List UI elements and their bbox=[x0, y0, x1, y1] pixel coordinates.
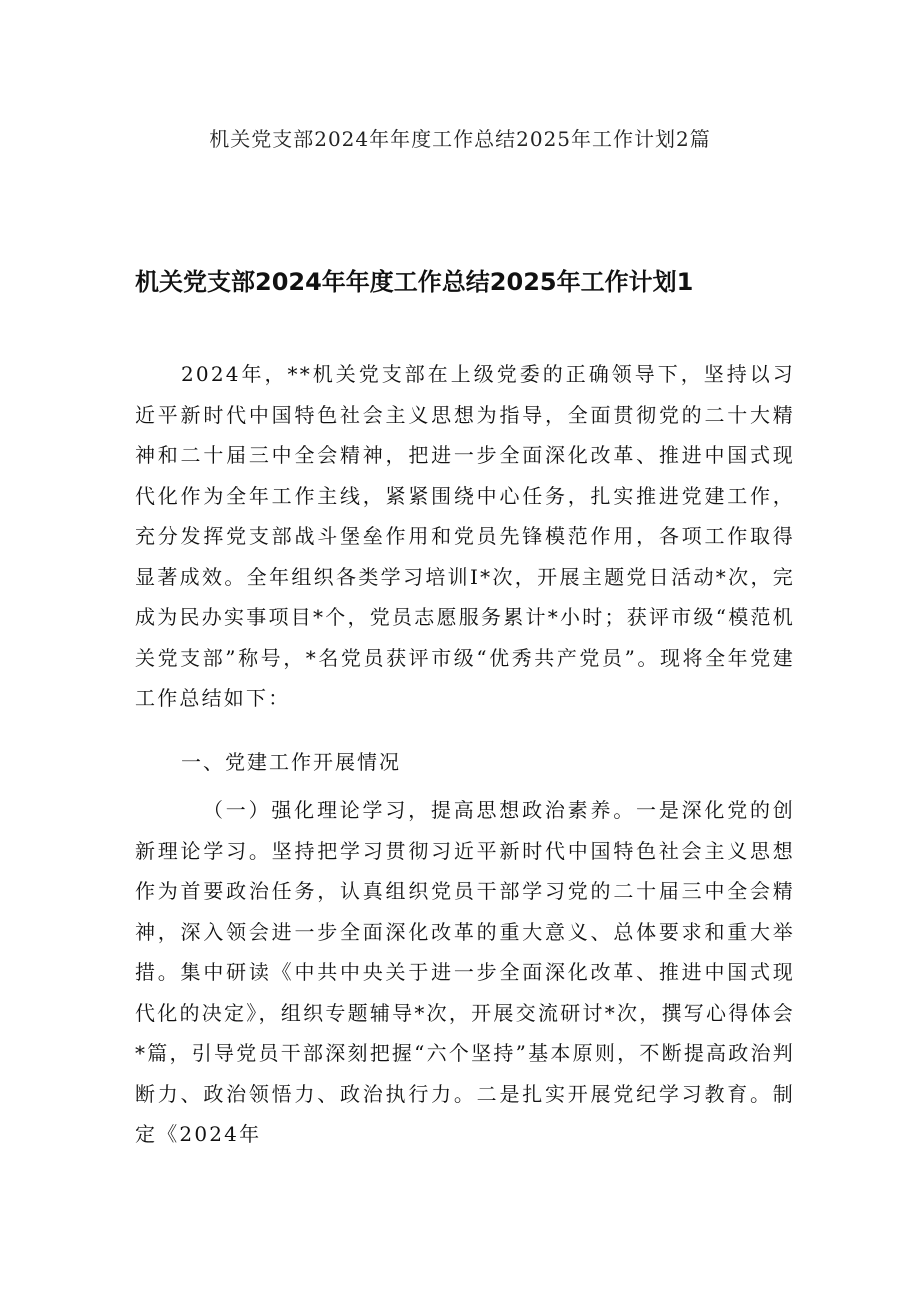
heading-party-building-status: 一、党建工作开展情况 bbox=[181, 750, 401, 774]
paragraph-theory-study: （一）强化理论学习，提高思想政治素养。一是深化党的创新理论学习。坚持把学习贯彻习近平新时代中国特色社会主义思想作为首要政治任务，认真组织党员干部学习党的二十届三中全会精神，深入领会进一步全面深化改革的重大意义、总体要求和重大举措。集中研读《中共中央关于进一步全面深化改革、推进中国式现代化的决定》，组织专题辅导*次，开展交流研讨*次，撰写心得体会*篇，引导党员干部深刻把握“六个坚持”基本原则，不断提高政治判断力、政治领悟力、政治执行力。二是扎实开展党纪学习教育。制定《2024年 bbox=[135, 798, 795, 1146]
section-heading: 机关党支部2024年年度工作总结2025年工作计划1 bbox=[135, 268, 694, 296]
paragraph-intro: 2024年，**机关党支部在上级党委的正确领导下，坚持以习近平新时代中国特色社会主义思想为指导，全面贯彻党的二十大精神和二十届三中全会精神，把进一步全面深化改革、推进中国式现代化作为全年工作主线，紧紧围绕中心任务，扎实推进党建工作，充分发挥党支部战斗堡垒作用和党员先锋模范作用，各项工作取得显著成效。全年组织各类学习培训I*次，开展主题党日活动*次，完成为民办实事项目*个，党员志愿服务累计*小时；获评市级“模范机关党支部”称号，*名党员获评市级“优秀共产党员”。现将全年党建工作总结如下： bbox=[135, 362, 795, 710]
document-title: 机关党支部2024年年度工作总结2025年工作计划2篇 bbox=[209, 127, 711, 151]
